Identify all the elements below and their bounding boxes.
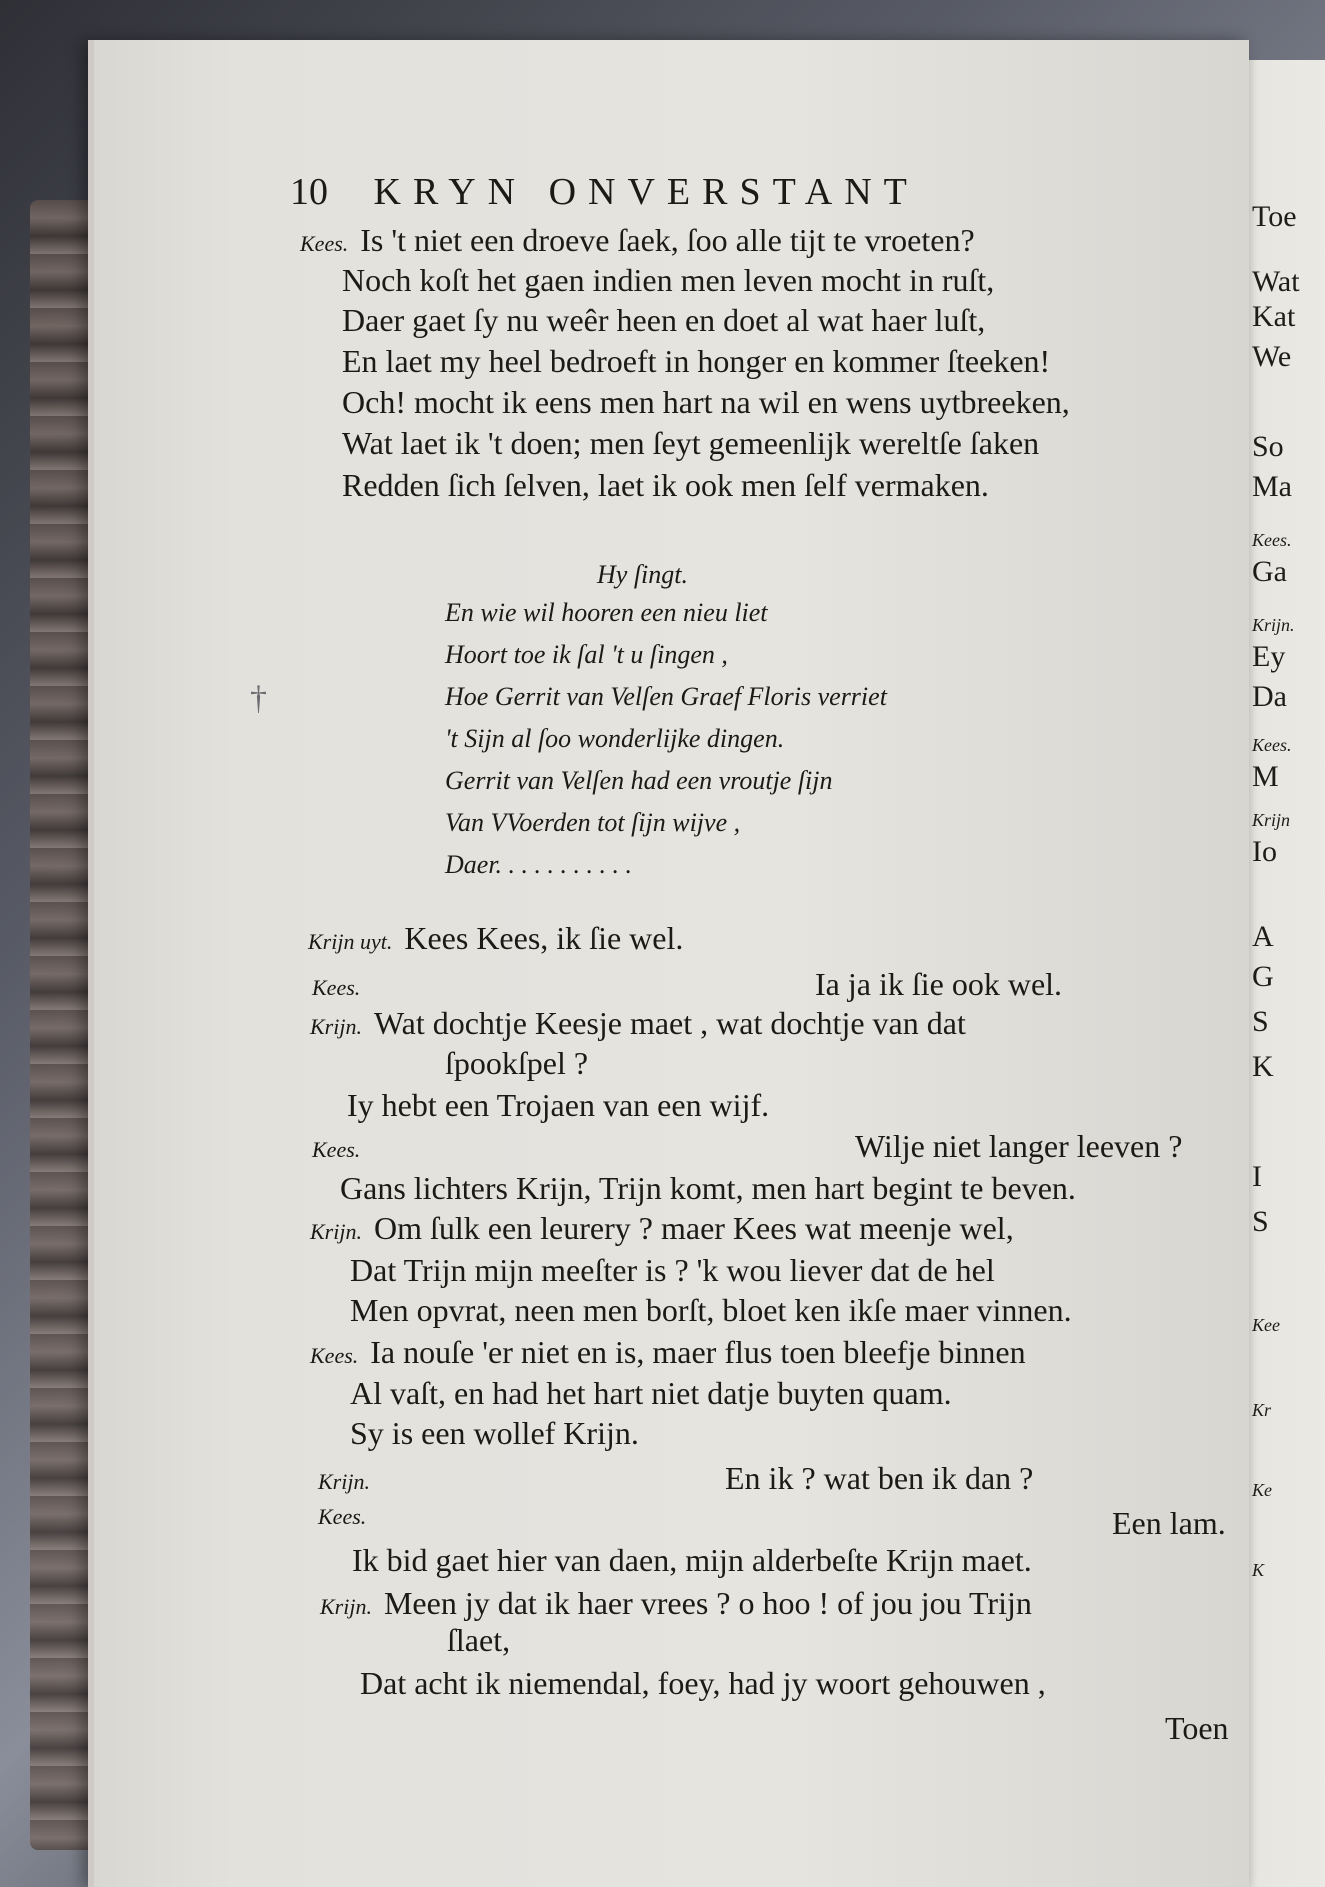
facing-speaker: Krijn bbox=[1252, 810, 1291, 830]
speaker-label: Kees. bbox=[310, 1343, 359, 1368]
dialogue-line: Kees. Ia nouſe 'er niet en is, maer flus toen bleefje binnen bbox=[310, 1334, 1026, 1370]
dialogue-line: Men opvrat, neen men borſt, bloet ken ikſe maer vinnen. bbox=[350, 1292, 1072, 1328]
facing-line: Io bbox=[1252, 835, 1277, 868]
dialogue-line bbox=[312, 966, 372, 1003]
facing-line: G bbox=[1252, 960, 1274, 993]
song-line: Gerrit van Velſen had een vroutje ſijn bbox=[445, 766, 833, 795]
facing-line: Toe bbox=[1252, 200, 1297, 233]
dialogue-line: Dat Trijn mijn meeſter is ? 'k wou liever dat de hel bbox=[350, 1252, 995, 1288]
facing-line: Ey bbox=[1252, 640, 1286, 673]
verse-line: Redden ſich ſelven, laet ik ook men ſelf vermaken. bbox=[342, 467, 989, 503]
dialogue-line: Iy hebt een Trojaen van een wijf. bbox=[347, 1087, 770, 1123]
song-line: Van VVoerden tot ſijn wijve , bbox=[445, 808, 741, 837]
verse-line: Noch koſt het gaen indien men leven mocht in ruſt, bbox=[342, 262, 995, 298]
speaker-label: Kees. bbox=[312, 1137, 361, 1162]
facing-line: Kat bbox=[1252, 300, 1296, 333]
speaker-label: Krijn. bbox=[318, 1469, 370, 1494]
facing-line: I bbox=[1252, 1160, 1262, 1193]
verse-line: Daer gaet ſy nu weêr heen en doet al wat haer luſt, bbox=[342, 302, 986, 338]
dialogue-line: ſlaet, bbox=[447, 1622, 511, 1658]
song-line: Daer. . . . . . . . . . . bbox=[445, 850, 633, 879]
dialogue-line bbox=[318, 1495, 378, 1532]
song-heading: Hy ſingt. bbox=[597, 560, 688, 589]
catchword: Toen bbox=[1165, 1710, 1229, 1746]
facing-line: S bbox=[1252, 1005, 1269, 1038]
verse-line: Wat laet ik 't doen; men ſeyt gemeenlijk wereltſe ſaken bbox=[342, 425, 1040, 461]
speaker-label: Kees. bbox=[312, 975, 361, 1000]
dialogue-line: Krijn. Om ſulk een leurery ? maer Kees wat meenje wel, bbox=[310, 1210, 1014, 1246]
speaker-label: Krijn. bbox=[320, 1594, 372, 1619]
facing-line: Ma bbox=[1252, 470, 1292, 503]
facing-line: Da bbox=[1252, 680, 1287, 713]
running-header bbox=[290, 170, 919, 214]
pen-mark-icon: † bbox=[250, 680, 267, 717]
facing-speaker: Kees. bbox=[1252, 530, 1292, 550]
dialogue-line: Ik bid gaet hier van daen, mijn alderbeſte Krijn maet. bbox=[352, 1542, 1032, 1578]
song-line: 't Sijn al ſoo wonderlijke dingen. bbox=[445, 724, 785, 753]
facing-line: M bbox=[1252, 760, 1279, 793]
dialogue-line bbox=[312, 1128, 372, 1165]
speaker-label: Krijn. bbox=[310, 1014, 362, 1039]
speaker-label: Krijn. bbox=[310, 1219, 362, 1244]
dialogue-line: En ik ? wat ben ik dan ? bbox=[725, 1460, 1034, 1496]
dialogue-line: Een lam. bbox=[1112, 1505, 1226, 1541]
verse-line: En laet my heel bedroeft in honger en kommer ſteeken! bbox=[342, 343, 1051, 379]
dialogue-line: Sy is een wollef Krijn. bbox=[350, 1415, 639, 1451]
facing-line: K bbox=[1252, 1050, 1274, 1083]
facing-line: We bbox=[1252, 340, 1292, 373]
facing-line: Ga bbox=[1252, 555, 1287, 588]
facing-speaker: Kee bbox=[1252, 1315, 1280, 1335]
verse-line: Och! mocht ik eens men hart na wil en wens uytbreeken, bbox=[342, 384, 1070, 420]
facing-speaker: Kees. bbox=[1252, 735, 1292, 755]
speaker-label: Kees. bbox=[300, 231, 349, 256]
facing-speaker: Ke bbox=[1252, 1480, 1272, 1500]
song-line: Hoe Gerrit van Velſen Graef Floris verriet bbox=[445, 682, 887, 711]
dialogue-line: Al vaſt, en had het hart niet datje buyten quam. bbox=[350, 1375, 952, 1411]
running-title: KRYN ONVERSTANT bbox=[373, 171, 919, 213]
facing-line: S bbox=[1252, 1205, 1269, 1238]
dialogue-line: Krijn uyt. Kees Kees, ik ſie wel. bbox=[308, 920, 684, 956]
dialogue-line bbox=[318, 1460, 382, 1497]
dialogue-line: Ia ja ik ſie ook wel. bbox=[815, 966, 1063, 1002]
dialogue-line: Krijn. Meen jy dat ik haer vrees ? o hoo ! of jou jou Trijn bbox=[320, 1585, 1032, 1621]
speaker-label: Krijn uyt. bbox=[308, 929, 393, 954]
facing-line: Wat bbox=[1252, 265, 1300, 298]
facing-line: A bbox=[1252, 920, 1274, 953]
facing-speaker: K bbox=[1252, 1560, 1265, 1580]
facing-speaker: Kr bbox=[1252, 1400, 1272, 1420]
dialogue-line: ſpookſpel ? bbox=[445, 1045, 589, 1081]
facing-line: So bbox=[1252, 430, 1284, 463]
verse-line: Kees. Is 't niet een droeve ſaek, ſoo alle tijt te vroeten? bbox=[300, 222, 975, 258]
dialogue-line: Dat acht ik niemendal, foey, had jy woort gehouwen , bbox=[360, 1665, 1046, 1701]
dialogue-line: Gans lichters Krijn, Trijn komt, men hart begint te beven. bbox=[340, 1170, 1076, 1206]
speaker-label: Kees. bbox=[318, 1504, 367, 1529]
dialogue-line: Krijn. Wat dochtje Keesje maet , wat dochtje van dat bbox=[310, 1005, 966, 1041]
page-number: 10 bbox=[290, 171, 328, 213]
facing-speaker: Krijn. bbox=[1252, 615, 1295, 635]
dialogue-line: Wilje niet langer leeven ? bbox=[855, 1128, 1183, 1164]
song-line: Hoort toe ik ſal 't u ſingen , bbox=[445, 640, 728, 669]
song-line: En wie wil hooren een nieu liet bbox=[445, 598, 768, 627]
